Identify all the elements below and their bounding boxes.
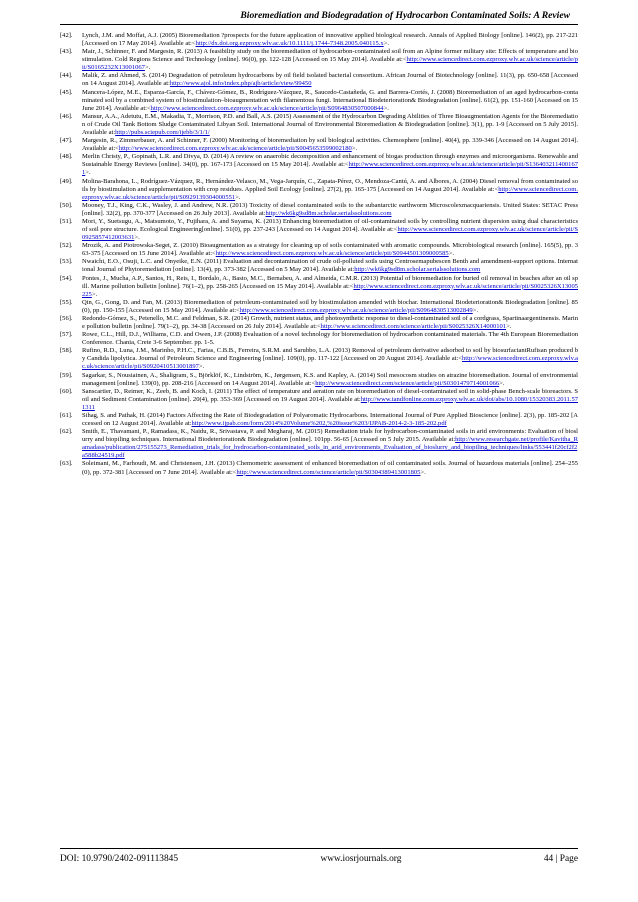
- reference-entry: [60, 242, 578, 258]
- reference-body: [82, 331, 578, 347]
- reference-link[interactable]: http://www.sciencedirect.com.ezproxy.wlv.ac.uk/science/article/pii/S0920410513001897: [82, 355, 578, 371]
- reference-tail: >.: [235, 193, 241, 201]
- reference-tail: >.: [383, 104, 389, 112]
- reference-entry: [60, 331, 578, 347]
- reference-entry: [60, 153, 578, 177]
- reference-number: [62].: [60, 428, 73, 436]
- reference-text: Rufino, R.D., Luna, J.M., Marinho, P.H.C., Farias, C.B.B., Ferreira, S.R.M. and Sarubbo, L.A. (2013) Removal of petroleum derivative adsorbed to soil by biosurfactantRufisan produced by Candida lipolytica. Journal of Petroleum Science and Engineering [online]. 109(0), pp. 117-122 [Accessed on 20 August 2014]. Available at:<: [82, 347, 578, 363]
- reference-body: [82, 113, 578, 137]
- reference-entry: [60, 347, 578, 371]
- reference-tail: >.: [91, 290, 98, 298]
- reference-body: [82, 72, 578, 88]
- reference-tail: >.: [420, 468, 426, 476]
- reference-link[interactable]: http://www.tandfonline.com.ezproxy.wlv.ac.uk/doi/abs/10.1080/15320383.2011.571311: [82, 395, 578, 411]
- page-footer: [60, 854, 578, 864]
- reference-entry: [60, 299, 578, 315]
- reference-tail: >.: [85, 169, 91, 177]
- reference-text: Mooney, T.J., King, C.K., Wasley, J. and Andrew, N.R. (2013) Toxicity of diesel contaminated soils to the subantarctic earthworm Microscolexmacquariensis. United States: SETAC Press [online]. 32(2), pp. 370-377 [Accessed on 26 July 2013]. Available at:: [82, 201, 578, 217]
- reference-text: Smith, E., Thavamani, P., Ramadass, K., Naidu, R., Srivastava, P. and Megharaj, M. (2015) Remediation trials for hydrocarbon-contaminated soils in arid environments: Evaluation of bioslurry and biopiling techniques. International Biodeterioration& Biodegradation [online]. 101pp. 56-65 [Accessed on 5 July 2015. Available at:: [82, 428, 578, 444]
- reference-link[interactable]: http://www.sciencedirect.com.ezproxy.wlv.ac.uk/science/article/pii/S0964830507000844: [150, 104, 384, 112]
- reference-text: Sihag, S. and Pathak, H. (2014) Factors Affecting the Rate of Biodegradation of Polyaromatic Hydrocarbons. International Journal of Pure Applied Bioscience [online]. 2(3), pp. 185-202 [Accessed on 12 August 2014]. Available at:: [82, 411, 578, 428]
- reference-body: [82, 48, 578, 72]
- reference-entry: [60, 372, 578, 388]
- reference-body: [82, 32, 578, 48]
- reference-tail: >.: [506, 323, 512, 330]
- reference-text: Rowe, C.L., Hill, D.J., Williams, C.D. and Owen, J.P. (2008) Evaluation of a novel technology for bioremediation of hydrocarbon contaminated materials. The 4th European Bioremediation Conference. Chania, Crete 3-6 September. pp. 1-5.: [82, 331, 578, 347]
- reference-number: [45].: [60, 88, 73, 96]
- reference-number: [54].: [60, 274, 73, 282]
- reference-number: [60].: [60, 387, 73, 395]
- reference-body: [82, 460, 578, 476]
- reference-tail: >.: [448, 250, 454, 258]
- reference-tail: >.: [499, 379, 505, 387]
- reference-link[interactable]: http://wk6kg9sd8m.scholar.serialssolutions.com: [265, 209, 392, 217]
- reference-entry: [60, 315, 578, 331]
- reference-link[interactable]: http://www.sciencedirect.com.ezproxy.wlv.ac.uk/science/article/pii/S0925857412003631: [82, 225, 578, 242]
- footer-page-number: 44 | Page: [543, 854, 578, 864]
- reference-entry: [60, 258, 578, 274]
- reference-number: [63].: [60, 460, 73, 468]
- reference-body: [82, 218, 578, 242]
- reference-entry: [60, 72, 578, 88]
- reference-entry: [60, 428, 578, 460]
- reference-text: Sanscartier, D., Reimer, K., Zeeb, B. and Koch, I. (2011) The effect of temperature and aeration rate on bioremediation of diesel-contaminated soil in solid-phase Bench-scale bioreactors. Soil and Sediment Contamination [online]. 20(4), pp. 353-369 [Accessed on 19 August 2014]. Available at:: [82, 387, 578, 403]
- reference-tail: >.: [351, 145, 358, 153]
- reference-link[interactable]: http://www.sciencedirect.com.ezproxy.wlv.ac.uk/science/article/pii/S0045653599002180: [118, 145, 352, 153]
- reference-text: Mrozik, A. and Piotrowska-Seget, Z. (2010) Bioaugmentation as a strategy for cleaning up of soils contaminated with aromatic compounds. Microbiological research [online]. 165(5), pp. 363-375 [Accessed on 15 June 2014]. Available at:<: [82, 242, 578, 258]
- reference-body: [82, 428, 578, 460]
- reference-entry: [60, 388, 578, 412]
- reference-body: [82, 242, 578, 258]
- reference-link[interactable]: http://www.sciencedirect.com.ezproxy.wlv.ac.uk/science/article/pii/S0929139304000551: [82, 185, 578, 201]
- reference-number: [44].: [60, 72, 73, 80]
- reference-number: [43].: [60, 48, 73, 56]
- reference-text: Pontes, J., Mucha, A.P., Santos, H., Reis, I., Bordalo, A., Basto, M.C., Bernabeu, A. and Almeida, C.M.R. (2013) Potential of bioremediation for buried oil removal in beaches after an oil spill. Marine pollution bulletin [online]. 76(1–2), pp. 258-265 [Accessed on 15 May 2014]. Available at:<: [82, 274, 578, 290]
- reference-text: Soleimani, M., Farhoudi, M. and Christensen, J.H. (2013) Chemometric assessment of enhanced bioremediation of oil contaminated soils. Journal of hazardous materials [online]. 254–255(0), pp. 372-381 [Accessed on 7 June 2014]. Available at:<: [82, 460, 578, 476]
- reference-tail: >.: [144, 64, 151, 72]
- reference-link[interactable]: http://www.sciencedirect.com/science/article/pii/S0025326X14000101: [320, 323, 507, 330]
- reference-number: [47].: [60, 137, 73, 145]
- reference-number: [42].: [60, 32, 73, 39]
- reference-text: Sagarkar, S., Nousiainen, A., Shaligram, S., Björklöf, K., Lindström, K., Jørgensen, K.S. and Kapley, A. (2014) Soil mesocosm studies on atrazine bioremediation. Journal of environmental management [online]. 139(0), pp. 208-216 [Accessed on 14 August 2014]. Available at:<: [82, 371, 578, 387]
- reference-entry: [60, 89, 578, 113]
- reference-body: [82, 299, 578, 315]
- reference-body: [82, 275, 578, 299]
- reference-body: [82, 258, 578, 274]
- reference-entry: [60, 412, 578, 428]
- reference-entry: [60, 137, 578, 153]
- reference-entry: [60, 275, 578, 299]
- reference-list: [60, 32, 578, 477]
- reference-link[interactable]: http://wk6kg9sd8m.scholar.serialssolutions.com: [354, 266, 481, 274]
- reference-tail: >.: [472, 306, 478, 314]
- reference-link[interactable]: http://www.ijpab.com/form/2014%20Volume%202,%20issue%203/IJPAB-2014-2-3-185-202.pdf: [191, 420, 447, 428]
- reference-entry: [60, 113, 578, 137]
- reference-entry: [60, 48, 578, 72]
- reference-number: [55].: [60, 298, 73, 306]
- reference-text: Qin, G., Gong, D. and Fan, M. (2013) Bioremediation of petroleum-contaminated soil by biostimulation amended with biochar. International Biodeterioration& Biodegradation [online]. 85(0), pp. 150-155 [Accessed on 15 May 2014]. Available at:<: [82, 298, 578, 314]
- reference-number: [50].: [60, 201, 73, 209]
- reference-number: [56].: [60, 314, 73, 322]
- reference-link[interactable]: http://www.sciencedirect.com.ezproxy.wlv.ac.uk/science/article/pii/S0944501309000585: [215, 250, 449, 258]
- reference-entry: [60, 202, 578, 218]
- reference-body: [82, 315, 578, 331]
- reference-link[interactable]: http://pubs.sciepub.com/ijebb/3/1/1/: [115, 128, 210, 136]
- reference-number: [48].: [60, 153, 73, 161]
- reference-link[interactable]: http://www.sciencedirect.com.ezproxy.wlv.ac.uk/science/article/pii/S0964830513002849: [239, 306, 473, 314]
- reference-link[interactable]: http://dx.doi.org.ezproxy.wlv.ac.uk/10.1111/j.1744-7348.2005.040115.x: [195, 40, 384, 48]
- header-rule: [60, 24, 578, 25]
- reference-link[interactable]: http://www.sciencedirect.com.ezproxy.wlv.ac.uk/science/article/pii/S0165232X13001067: [82, 56, 578, 72]
- reference-tail: >.: [134, 234, 140, 242]
- reference-body: [82, 412, 578, 428]
- footer-rule: [60, 848, 578, 849]
- reference-number: [51].: [60, 217, 73, 225]
- footer-site: www.iosrjournals.org: [320, 854, 402, 864]
- reference-body: [82, 153, 578, 177]
- reference-entry: [60, 460, 578, 476]
- reference-text: Nwaichi, E.O., Osuji, L.C. and Onyeike, E.N. (2011) Evaluation and decontamination of crude oil-polluted soils using Centrosemapubescen Benth and amendment-support options. International Journal of Phytoremediation [online]. 13(4), pp. 373-382 [Accessed on 5 May 2014]. Available at:: [82, 258, 578, 274]
- reference-text: Merlin Christy, P., Gopinath, L.R. and Divya, D. (2014) A review on anaerobic decomposition and enhancement of biogas production through enzymes and microorganisms. Renewable and Sustainable Energy Reviews [online]. 34(0), pp. 167-173 [Accessed on 15 May 2014]. Available at:<: [82, 153, 578, 169]
- reference-body: [82, 137, 578, 153]
- reference-link[interactable]: http://www.sciencedirect.com/science/article/pii/S0301479714001066: [315, 379, 500, 387]
- reference-text: Redondo-Gómez, S., Petenello, M.C. and Feldman, S.R. (2014) Growth, nutrient status, and photosynthetic response to diesel-contaminated soil of a cordgrass, Spartinaargentinensis. Marine pollution bulletin [online]. 79(1–2), pp. 34-38 [Accessed on 26 July 2014]. Available at:<: [82, 314, 578, 330]
- reference-tail: >.: [383, 40, 390, 48]
- reference-body: [82, 388, 578, 412]
- reference-text: Mansur, A.A., Adetutu, E.M., Makadia, T., Morrison, P.D. and Ball, A.S. (2015) Assessment of the Hydrocarbon Degrading Abilities of Three Bioaugmentation Agents for the Bioremediation of Crude Oil Tank Bottom Sludge Contaminated Libyan Soil. International Journal of Environmental Bioremediation & Biodegradation [online]. 3(1), pp. 1-9 [Accessed on 5 July 2015]. Available at:: [82, 112, 578, 136]
- reference-text: Molina-Barahona, L., Rodríguez-Vázquez, R., Hernández-Velasco, M., Vega-Jarquín, C., Zapata-Pérez, O., Mendoza-Cantú, A. and Albores, A. (2004) Diesel removal from contaminated soils by biostimulation and supplementation with crop residues. Applied Soil Ecology [online]. 27(2), pp. 165-175 [Accessed on 14 August 2014]. Available at:<: [82, 177, 578, 193]
- footer-doi: DOI: 10.9790/2402-091113845: [60, 854, 179, 864]
- reference-body: [82, 89, 578, 113]
- reference-number: [59].: [60, 371, 73, 379]
- reference-number: [57].: [60, 331, 73, 339]
- reference-text: Malik, Z. and Ahmed, S. (2014) Degradation of petroleum hydrocarbons by oil field isolated bacterial consortium. African Journal of Biotechnology [online]. 11(3), pp. 650-658 [Accessed on 14 August 2014]. Available at:: [82, 72, 578, 88]
- reference-number: [46].: [60, 112, 73, 120]
- reference-link[interactable]: http://www.researchgate.net/profile/Kavitha_Ramadass/publication/275155273_Remediation_trials_for_hydrocarbon-contaminated_soils_in_arid_environments_Evaluation_of_bioslurry_and_biopiling_techniques/links/553441f20cf2f2a588b24519.pdf: [82, 436, 578, 460]
- reference-link[interactable]: http://www.sciencedirect.com.ezproxy.wlv.ac.uk/science/article/pii/S1364032114001671: [82, 161, 578, 177]
- reference-text: Margesin, R., Zimmerbauer, A. and Schinner, F. (2000) Monitoring of bioremediation by soil biological activities. Chemosphere [online]. 40(4), pp. 339-346 [Accessed on 14 August 2014]. Available at:<: [82, 137, 578, 153]
- reference-text: Mancera-López, M.E., Esparza-García, F., Chávez-Gómez, B., Rodríguez-Vázquez, R., Saucedo-Castañeda, G. and Barrera-Cortés, J. (2008) Bioremediation of an aged hydrocarbon-contaminated soil by a combined system of biostimulation–bioaugmentation with filamentous fungi. International Biodeterioration& Biodegradation [online]. 61(2), pp. 151-160 [Accessed on 15 June 2014]. Available at:<: [82, 88, 578, 112]
- reference-number: [61].: [60, 411, 73, 419]
- reference-text: Mori, Y., Suetsugu, A., Matsumoto, Y., Fujihara, A. and Suyama, K. (2013) Enhancing bioremediation of oil-contaminated soils by controlling nutrient dispersion using dual characteristics of soil pore structure. Ecological Engineering[online]. 51(0), pp. 237-243 [Accessed on 14 August 2014]. Available at:<: [82, 217, 578, 233]
- reference-number: [58].: [60, 347, 73, 355]
- reference-text: Mair, J., Schinner, F. and Margesin, R. (2013) A feasibility study on the bioremediation of hydrocarbon-contaminated soil from an Alpine former military site: Effects of temperature and biostimulation. Cold Regions Science and Technology [online]. 96(0), pp. 122-128 [Accessed on 15 May 2014]. Available at:<: [82, 48, 578, 64]
- reference-link[interactable]: http://www.sciencedirect.com/science/article/pii/S0304389413001805: [236, 468, 421, 476]
- reference-entry: [60, 218, 578, 242]
- reference-body: [82, 178, 578, 202]
- reference-link[interactable]: http://www.sciencedirect.com.ezproxy.wlv.ac.uk/science/article/pii/S0025326X13005225: [82, 282, 578, 298]
- reference-link[interactable]: http://www.ajol.info/index.php/ajb/article/view/99450: [169, 80, 312, 88]
- reference-entry: [60, 32, 578, 48]
- reference-number: [52].: [60, 242, 73, 250]
- reference-body: [82, 372, 578, 388]
- running-header: Bioremediation and Biodegradation of Hydrocarbon Contaminated Soils: A Review: [240, 10, 570, 21]
- reference-body: [82, 202, 578, 218]
- reference-text: Lynch, J.M. and Moffat, A.J. (2005) Bioremediation ?prospects for the future application of innovative applied biological research. Annals of Applied Biology [online]. 146(2), pp. 217-221 [Accessed on 17 May 2014]. Available at:<: [82, 32, 578, 48]
- reference-body: [82, 347, 578, 371]
- reference-entry: [60, 178, 578, 202]
- reference-number: [49].: [60, 177, 73, 185]
- reference-tail: >.: [198, 363, 205, 371]
- reference-number: [53].: [60, 258, 73, 266]
